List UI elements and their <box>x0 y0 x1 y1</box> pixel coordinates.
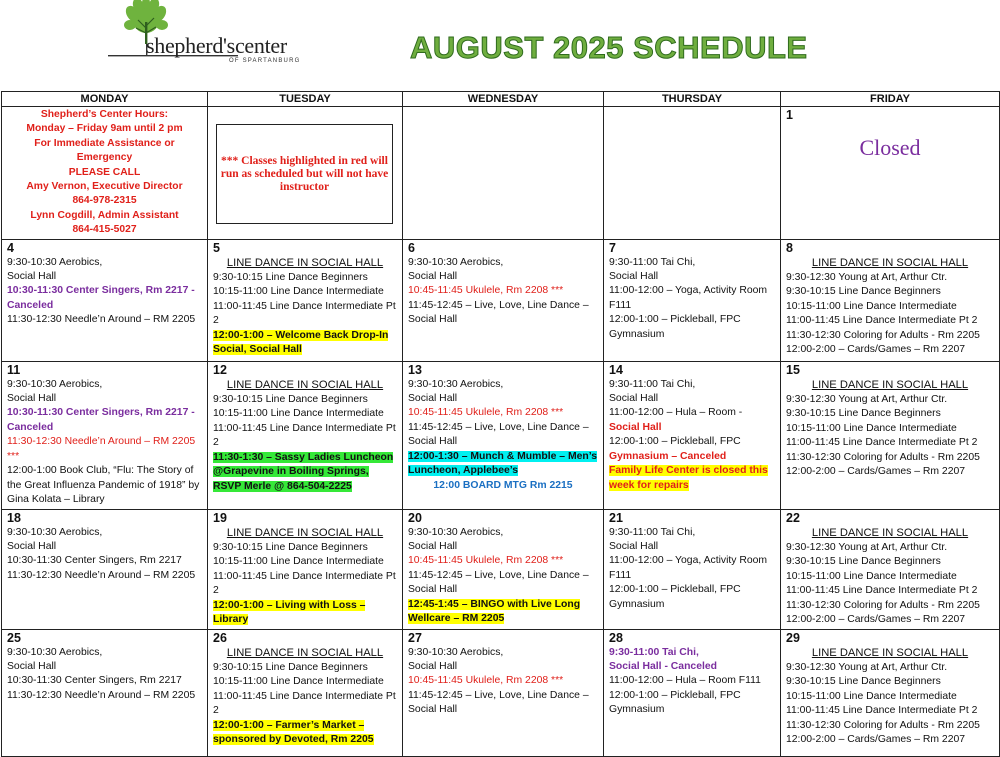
schedule-item: 11:00-11:45 Line Dance Intermediate Pt 2 <box>213 422 396 449</box>
schedule-line <box>7 526 202 540</box>
schedule-line <box>408 660 598 674</box>
schedule-item: 12:00-1:00 – Farmer’s Market – sponsored by Devoted, Rm 2205 <box>213 719 374 746</box>
schedule-item: 10:15-11:00 Line Dance Intermediate <box>786 422 957 434</box>
schedule-item: 11:00-11:45 Line Dance Intermediate Pt 2 <box>213 570 396 597</box>
schedule-line <box>7 569 202 583</box>
schedule-line <box>786 256 994 271</box>
closed-label: Closed <box>859 135 921 160</box>
schedule-item: 12:00-2:00 – Cards/Games – Rm 2207 <box>786 466 966 478</box>
schedule-item: 12:00-1:00 – Pickleball, FPC Gymnasium <box>609 584 741 610</box>
schedule-line <box>213 407 397 421</box>
schedule-item: 11:30-1:30 – Sassy Ladies Luncheon @Grapevine in Boiling Springs, RSVP Merle @ 864-504-2225 <box>213 451 394 492</box>
schedule-line <box>213 599 397 628</box>
schedule-line <box>213 646 397 661</box>
day-cell-19 <box>208 509 403 629</box>
schedule-line <box>786 555 994 569</box>
schedule-line <box>408 256 598 270</box>
schedule-item: Social Hall <box>7 541 57 553</box>
weekday-header: MONDAY <box>2 92 208 107</box>
schedule-line <box>408 284 598 298</box>
schedule-line <box>786 690 994 704</box>
center-info-cell <box>2 107 208 240</box>
schedule-line <box>609 435 775 449</box>
weekday-header: FRIDAY <box>781 92 1000 107</box>
day-number: 14 <box>609 362 623 377</box>
schedule-item: Social Hall <box>609 271 659 283</box>
schedule-line <box>408 569 598 598</box>
day-number: 18 <box>7 510 21 525</box>
center-hours-info <box>7 108 202 238</box>
schedule-line <box>786 541 994 555</box>
day-number: 27 <box>408 630 422 645</box>
schedule-line <box>786 599 994 613</box>
schedule-item: 12:00-2:00 – Cards/Games – Rm 2207 <box>786 344 966 356</box>
schedule-item: 9:30-10:30 Aerobics, <box>7 256 103 268</box>
schedule-item: 9:30-12:30 Young at Art, Arthur Ctr. <box>786 272 948 284</box>
schedule-line <box>7 689 202 703</box>
info-line: Amy Vernon, Executive Director <box>26 181 183 193</box>
schedule-item: 9:30-12:30 Young at Art, Arthur Ctr. <box>786 542 948 554</box>
day-number: 13 <box>408 362 422 377</box>
day-cell-27 <box>403 629 604 756</box>
schedule-item: 12:00-2:00 – Cards/Games – Rm 2207 <box>786 614 966 626</box>
schedule-item: Family Life Center is closed this week for repairs <box>609 465 768 491</box>
schedule-line <box>786 271 994 285</box>
day-cell-4 <box>2 239 208 361</box>
schedule-item: 9:30-11:00 Tai Chi, <box>609 526 696 538</box>
schedule-item: 11:30-12:30 Coloring for Adults - Rm 2205 <box>786 329 980 341</box>
day-cell-20 <box>403 509 604 629</box>
schedule-item: 9:30-10:15 Line Dance Beginners <box>786 286 941 298</box>
schedule-item: 11:30-12:30 Coloring for Adults - Rm 2205 <box>786 719 980 731</box>
info-line: For Immediate Assistance or Emergency <box>34 137 175 164</box>
schedule-line <box>786 407 994 421</box>
schedule-item: 12:00-1:00 – Pickleball, FPC Gymnasium <box>609 314 741 340</box>
weekday-header: TUESDAY <box>208 92 403 107</box>
schedule-line <box>786 393 994 407</box>
schedule-line <box>609 660 775 674</box>
schedule-line <box>786 526 994 541</box>
schedule-line <box>609 284 775 313</box>
schedule-line <box>786 675 994 689</box>
day-number: 4 <box>7 240 14 255</box>
schedule-item: LINE DANCE IN SOCIAL HALL <box>811 256 969 269</box>
schedule-line <box>786 422 994 436</box>
schedule-line <box>609 646 775 660</box>
schedule-line <box>609 464 775 493</box>
schedule-line <box>7 313 202 327</box>
schedule-line <box>213 675 397 689</box>
week-row-2 <box>2 361 1000 509</box>
schedule-item: 10:30-11:30 Center Singers, Rm 2217 <box>7 675 182 687</box>
schedule-line <box>786 314 994 328</box>
schedule-item: 9:30-10:15 Line Dance Beginners <box>213 542 368 554</box>
schedule-item: 10:15-11:00 Line Dance Intermediate <box>786 570 957 582</box>
day-number: 5 <box>213 240 220 255</box>
info-line: Shepherd’s Center Hours: <box>40 109 169 120</box>
schedule-line <box>786 613 994 627</box>
day-cell-22 <box>781 509 1000 629</box>
schedule-item: 12:00-1:00 – Living with Loss – Library <box>213 599 366 626</box>
schedule-line <box>408 406 598 420</box>
day-number: 28 <box>609 630 623 645</box>
schedule-line <box>786 378 994 393</box>
day-cell-5 <box>208 239 403 361</box>
schedule-item: 9:30-10:15 Line Dance Beginners <box>786 676 941 688</box>
logo-wordmark: shepherd'scenter <box>146 33 287 58</box>
schedule-item: 11:30-12:30 Needle’n Around – RM 2205 *** <box>7 436 196 462</box>
day-cell-1 <box>781 107 1000 240</box>
info-line: Lynn Cogdill, Admin Assistant <box>30 209 179 221</box>
schedule-item: Gymnasium – Canceled <box>609 450 727 462</box>
schedule-line <box>213 393 397 407</box>
empty-day-cell <box>403 107 604 240</box>
schedule-item: Social Hall <box>609 393 659 405</box>
schedule-item: 9:30-10:30 Aerobics, <box>408 526 504 538</box>
schedule-item: Social Hall <box>408 271 458 283</box>
day-cell-28 <box>604 629 781 756</box>
schedule-line <box>786 465 994 479</box>
schedule-line <box>786 329 994 343</box>
schedule-line <box>609 392 775 406</box>
schedule-item: 10:45-11:45 Ukulele, Rm 2208 *** <box>408 407 564 419</box>
schedule-item: 9:30-10:30 Aerobics, <box>7 378 103 390</box>
schedule-item: Social Hall <box>609 421 662 433</box>
schedule-item: 12:45-1:45 – BINGO with Live Long Wellcare – RM 2205 <box>408 598 581 625</box>
schedule-item: 11:45-12:45 – Live, Love, Line Dance – Social Hall <box>408 569 589 596</box>
schedule-line <box>408 540 598 554</box>
schedule-line <box>609 270 775 284</box>
schedule-item: Social Hall <box>408 541 458 553</box>
schedule-item: 12:00-1:00 – Welcome Back Drop-In Social, Social Hall <box>213 329 389 356</box>
info-line: 864-415-5027 <box>72 224 137 236</box>
schedule-item: Social Hall <box>7 393 57 405</box>
schedule-item: 11:30-12:30 Needle’n Around – RM 2205 <box>7 569 196 581</box>
schedule-item: 9:30-10:15 Line Dance Beginners <box>213 394 368 406</box>
schedule-item: 10:30-11:30 Center Singers, Rm 2217 <box>7 555 182 567</box>
schedule-item: 11:00-12:00 – Yoga, Activity Room F111 <box>609 285 768 311</box>
day-cell-13 <box>403 361 604 509</box>
schedule-line <box>609 450 775 464</box>
schedule-item: Social Hall <box>408 661 458 673</box>
schedule-line <box>609 406 775 420</box>
schedule-item: 12:00 BOARD MTG Rm 2215 <box>433 479 573 491</box>
schedule-line <box>408 526 598 540</box>
schedule-item: 10:15-11:00 Line Dance Intermediate <box>213 286 384 298</box>
schedule-line <box>213 422 397 451</box>
schedule-item: 11:00-12:00 – Hula – Room - <box>609 407 743 419</box>
schedule-line <box>7 406 202 435</box>
schedule-item: 9:30-10:15 Line Dance Beginners <box>786 556 941 568</box>
schedule-line <box>7 378 202 392</box>
schedule-line <box>609 526 775 540</box>
schedule-item: 11:30-12:30 Needle’n Around – RM 2205 <box>7 314 196 326</box>
schedule-line <box>609 583 775 612</box>
info-line: 864-978-2315 <box>72 195 137 207</box>
schedule-line <box>408 646 598 660</box>
schedule-item: 9:30-10:30 Aerobics, <box>7 646 103 658</box>
day-cell-6 <box>403 239 604 361</box>
day-number: 19 <box>213 510 227 525</box>
schedule-line <box>7 284 202 313</box>
page-title: AUGUST 2025 SCHEDULE <box>410 30 808 65</box>
schedule-line <box>7 646 202 660</box>
schedule-item: LINE DANCE IN SOCIAL HALL <box>226 256 384 269</box>
day-number: 11 <box>7 362 21 377</box>
schedule-line <box>786 343 994 357</box>
note-cell <box>208 107 403 240</box>
day-cell-14 <box>604 361 781 509</box>
calendar-table <box>1 91 1000 757</box>
schedule-item: 11:00-11:45 Line Dance Intermediate Pt 2 <box>213 690 396 717</box>
schedule-line <box>213 300 397 329</box>
schedule-line <box>213 570 397 599</box>
schedule-line <box>7 256 202 270</box>
day-number: 26 <box>213 630 227 645</box>
schedule-item: 11:45-12:45 – Live, Love, Line Dance – Social Hall <box>408 299 589 326</box>
schedule-line <box>408 598 598 627</box>
schedule-item: LINE DANCE IN SOCIAL HALL <box>226 526 384 539</box>
schedule-item: 11:00-11:45 Line Dance Intermediate Pt 2 <box>786 705 978 717</box>
schedule-item: 9:30-10:30 Aerobics, <box>408 378 504 390</box>
schedule-item: 11:30-12:30 Needle’n Around – RM 2205 <box>7 689 196 701</box>
schedule-item: 12:00-1:00 Book Club, “Flu: The Story of the Great Influenza Pandemic of 1918” by Gina Kolata – Library <box>7 465 200 505</box>
schedule-line <box>7 464 202 507</box>
schedule-line <box>786 733 994 747</box>
schedule-line <box>609 421 775 435</box>
schedule-line <box>213 271 397 285</box>
schedule-line <box>786 570 994 584</box>
day-number: 7 <box>609 240 616 255</box>
weekday-header: THURSDAY <box>604 92 781 107</box>
schedule-item: 11:30-12:30 Coloring for Adults - Rm 2205 <box>786 451 980 463</box>
week-row-1 <box>2 239 1000 361</box>
schedule-line <box>408 674 598 688</box>
schedule-item: 9:30-10:15 Line Dance Beginners <box>213 272 368 284</box>
info-line: Monday – Friday 9am until 2 pm <box>26 123 183 135</box>
day-number: 8 <box>786 240 793 255</box>
day-number: 12 <box>213 362 227 377</box>
schedule-line <box>609 689 775 718</box>
schedule-item: 11:00-11:45 Line Dance Intermediate Pt 2 <box>786 315 978 327</box>
schedule-item: Social Hall <box>7 661 57 673</box>
schedule-line <box>786 300 994 314</box>
schedule-line <box>408 479 598 493</box>
day-cell-8 <box>781 239 1000 361</box>
schedule-line <box>609 554 775 583</box>
schedule-item: 9:30-12:30 Young at Art, Arthur Ctr. <box>786 662 948 674</box>
schedule-line <box>408 450 598 479</box>
schedule-line <box>786 661 994 675</box>
schedule-item: 10:45-11:45 Ukulele, Rm 2208 *** <box>408 285 564 297</box>
schedule-line <box>213 690 397 719</box>
day-number: 1 <box>786 108 793 122</box>
schedule-line <box>609 540 775 554</box>
schedule-line <box>609 313 775 342</box>
schedule-line <box>609 674 775 688</box>
schedule-line <box>786 451 994 465</box>
schedule-item: 9:30-11:00 Tai Chi, <box>609 378 696 390</box>
day-cell-15 <box>781 361 1000 509</box>
schedule-item: 10:30-11:30 Center Singers, Rm 2217 - Canceled <box>7 285 195 311</box>
page-header <box>0 0 1000 90</box>
schedule-line <box>213 555 397 569</box>
schedule-item: 12:00-1:00 – Pickleball, FPC Gymnasium <box>609 689 741 716</box>
day-cell-11 <box>2 361 208 509</box>
schedule-item: 10:15-11:00 Line Dance Intermediate <box>213 676 384 688</box>
day-number: 29 <box>786 630 800 645</box>
day-cell-12 <box>208 361 403 509</box>
schedule-item: 11:45-12:45 – Live, Love, Line Dance – Social Hall <box>408 421 589 448</box>
schedule-item: 9:30-12:30 Young at Art, Arthur Ctr. <box>786 394 948 406</box>
day-number: 6 <box>408 240 415 255</box>
schedule-item: 12:00-2:00 – Cards/Games – Rm 2207 <box>786 734 966 746</box>
day-number: 20 <box>408 510 422 525</box>
schedule-item: Social Hall <box>7 271 57 283</box>
schedule-line <box>7 435 202 464</box>
schedule-line <box>7 270 202 284</box>
schedule-item: 10:15-11:00 Line Dance Intermediate <box>786 300 957 312</box>
schedule-line <box>213 541 397 555</box>
schedule-line <box>786 719 994 733</box>
schedule-item: 11:00-11:45 Line Dance Intermediate Pt 2 <box>786 437 978 449</box>
schedule-item: LINE DANCE IN SOCIAL HALL <box>226 378 384 391</box>
schedule-item: 10:15-11:00 Line Dance Intermediate <box>213 408 384 420</box>
schedule-line <box>213 451 397 494</box>
schedule-item: 12:00-1:00 – Pickleball, FPC <box>609 436 741 448</box>
schedule-line <box>213 719 397 748</box>
schedule-item: Social Hall <box>609 541 659 553</box>
schedule-item: 11:45-12:45 – Live, Love, Line Dance – Social Hall <box>408 689 589 716</box>
schedule-item: 9:30-11:00 Tai Chi, <box>609 256 696 268</box>
schedule-item: 11:30-12:30 Coloring for Adults - Rm 2205 <box>786 599 980 611</box>
day-cell-21 <box>604 509 781 629</box>
schedule-line <box>7 660 202 674</box>
info-line: PLEASE CALL <box>68 166 141 178</box>
day-cell-29 <box>781 629 1000 756</box>
schedule-line <box>408 421 598 450</box>
day-number: 21 <box>609 510 623 525</box>
day-cell-26 <box>208 629 403 756</box>
week-row-0 <box>2 107 1000 240</box>
schedule-item: 10:45-11:45 Ukulele, Rm 2208 *** <box>408 675 564 687</box>
day-number: 15 <box>786 362 800 377</box>
schedule-item: 9:30-10:30 Aerobics, <box>408 646 504 658</box>
schedule-item: LINE DANCE IN SOCIAL HALL <box>226 646 384 659</box>
schedule-item: 11:00-12:00 – Hula – Room F111 <box>609 675 761 687</box>
schedule-line <box>408 270 598 284</box>
schedule-item: 9:30-10:15 Line Dance Beginners <box>213 662 368 674</box>
day-cell-7 <box>604 239 781 361</box>
schedule-item: 11:00-11:45 Line Dance Intermediate Pt 2 <box>213 300 396 327</box>
day-cell-25 <box>2 629 208 756</box>
schedule-line <box>786 436 994 450</box>
week-row-3 <box>2 509 1000 629</box>
schedule-item: 11:00-11:45 Line Dance Intermediate Pt 2 <box>786 585 978 597</box>
schedule-item: 11:00-12:00 – Yoga, Activity Room F111 <box>609 555 768 581</box>
schedule-line <box>213 378 397 393</box>
schedule-line <box>786 584 994 598</box>
schedule-line <box>7 674 202 688</box>
schedule-item: 10:30-11:30 Center Singers, Rm 2217 - Canceled <box>7 407 195 433</box>
schedule-item: LINE DANCE IN SOCIAL HALL <box>811 646 969 659</box>
shepherds-center-logo <box>108 0 308 72</box>
instructor-note: *** Classes highlighted in red will run as scheduled but will not have instructor <box>216 124 393 224</box>
schedule-line <box>786 646 994 661</box>
schedule-line <box>7 392 202 406</box>
schedule-line <box>408 392 598 406</box>
schedule-item: Social Hall - Canceled <box>609 661 717 673</box>
schedule-line <box>408 299 598 328</box>
empty-day-cell <box>604 107 781 240</box>
day-number: 25 <box>7 630 21 645</box>
week-row-4 <box>2 629 1000 756</box>
schedule-item: 9:30-11:00 Tai Chi, <box>609 646 699 658</box>
schedule-item: LINE DANCE IN SOCIAL HALL <box>811 378 969 391</box>
schedule-item: 10:15-11:00 Line Dance Intermediate <box>213 556 384 568</box>
schedule-item: 9:30-10:30 Aerobics, <box>7 526 103 538</box>
schedule-item: 9:30-10:30 Aerobics, <box>408 256 504 268</box>
schedule-line <box>408 689 598 718</box>
schedule-item: 9:30-10:15 Line Dance Beginners <box>786 408 941 420</box>
schedule-item: 10:15-11:00 Line Dance Intermediate <box>786 690 957 702</box>
schedule-line <box>7 554 202 568</box>
schedule-line <box>408 378 598 392</box>
logo-subtitle: OF SPARTANBURG <box>229 58 301 64</box>
schedule-item: LINE DANCE IN SOCIAL HALL <box>811 526 969 539</box>
schedule-item: 12:00-1:30 – Munch & Mumble – Men’s Luncheon, Applebee’s <box>408 450 598 477</box>
schedule-line <box>408 554 598 568</box>
day-number: 22 <box>786 510 800 525</box>
weekday-header: WEDNESDAY <box>403 92 604 107</box>
weekday-header-row <box>2 92 1000 107</box>
schedule-line <box>786 704 994 718</box>
schedule-line <box>609 378 775 392</box>
day-cell-18 <box>2 509 208 629</box>
schedule-line <box>213 256 397 271</box>
schedule-line <box>213 526 397 541</box>
schedule-item: Social Hall <box>408 393 458 405</box>
schedule-line <box>213 661 397 675</box>
schedule-line <box>213 285 397 299</box>
schedule-item: 10:45-11:45 Ukulele, Rm 2208 *** <box>408 555 564 567</box>
schedule-line <box>213 329 397 358</box>
schedule-line <box>786 285 994 299</box>
schedule-line <box>609 256 775 270</box>
schedule-line <box>7 540 202 554</box>
